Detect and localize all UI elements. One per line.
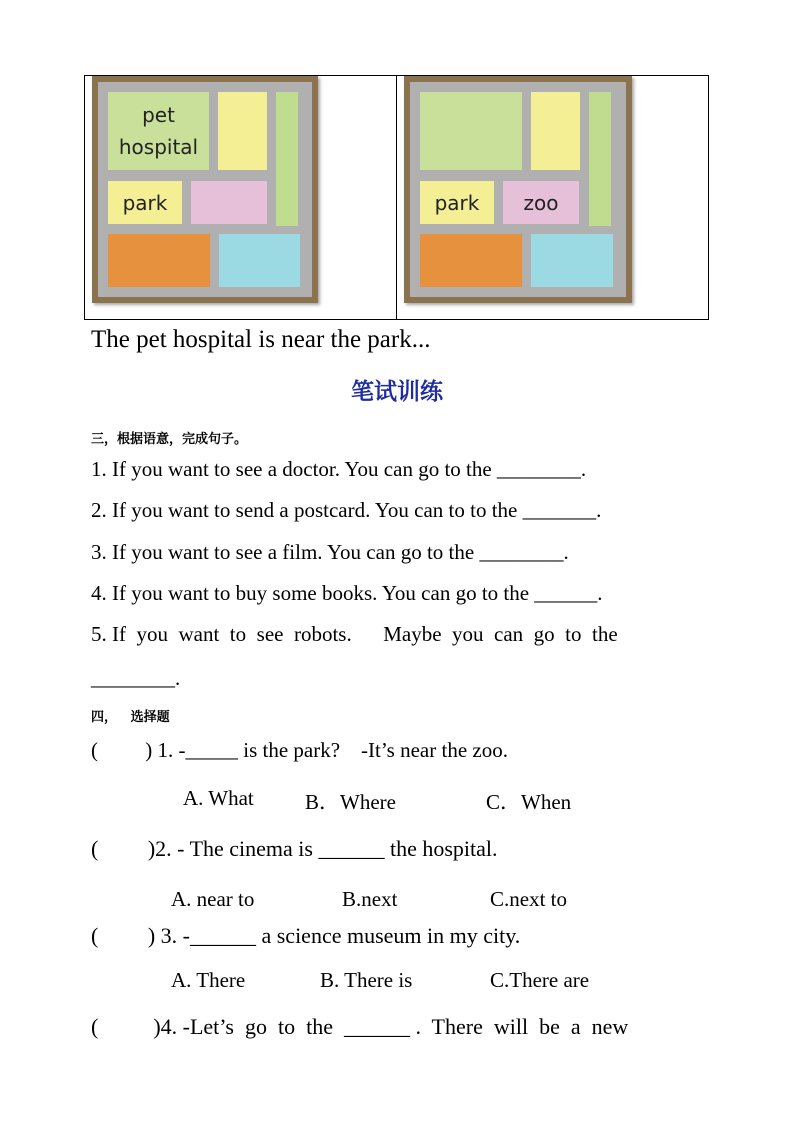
- map-table: [84, 75, 709, 320]
- cyan-block: [219, 234, 300, 287]
- question-2: ( )2. - The cinema is ______ the hospital.: [91, 836, 498, 861]
- cyan-block: [531, 234, 613, 287]
- section-title: 笔试训练: [351, 379, 443, 405]
- q3-option-c: C.There are: [490, 968, 590, 992]
- q1-option-c: C．When: [486, 790, 572, 814]
- fill-item-2: 2. If you want to send a postcard. You can to to the _______.: [91, 498, 602, 522]
- pet-hospital-block: pet hospital: [108, 92, 209, 170]
- q1-option-a: A. What: [183, 786, 254, 810]
- green-strip-block: [276, 92, 298, 226]
- map-board-right: [404, 76, 632, 303]
- q2-option-a: A. near to: [171, 887, 255, 911]
- green-strip-block: [589, 92, 611, 226]
- question-1: ( ) 1. -_____ is the park? -It’s near the zoo.: [91, 738, 508, 762]
- question-3: ( ) 3. -______ a science museum in my city.: [91, 923, 521, 948]
- fill-item-3: 3. If you want to see a film. You can go to the ________.: [91, 540, 569, 564]
- fill-item-5-blank: ________.: [91, 666, 181, 690]
- park-block: park: [420, 181, 494, 224]
- q2-option-b: B.next: [342, 887, 398, 911]
- q3-option-a: A. There: [171, 968, 246, 992]
- q2-option-c: C.next to: [490, 887, 567, 911]
- question-4: ( )4. -Let’s go to the ______ . There will be a new: [91, 1014, 629, 1039]
- park-block: park: [108, 181, 182, 224]
- section4-heading: 四， 选择题: [91, 710, 170, 725]
- q1-option-b: B．Where: [305, 790, 396, 814]
- q3-option-b: B. There is: [320, 968, 413, 992]
- fill-item-4: 4. If you want to buy some books. You can go to the ______.: [91, 581, 603, 605]
- fill-item-5: 5. If you want to see robots. Maybe you can go to the: [91, 622, 618, 646]
- example-sentence: The pet hospital is near the park...: [91, 326, 431, 353]
- pink-block: [191, 181, 267, 224]
- orange-block: [108, 234, 210, 287]
- green-block: [420, 92, 522, 170]
- fill-item-1: 1. If you want to see a doctor. You can go to the ________.: [91, 457, 587, 481]
- yellow-block: [531, 92, 580, 170]
- section3-heading: 三，根据语意，完成句子。: [91, 432, 248, 447]
- yellow-block: [218, 92, 267, 170]
- table-divider: [396, 76, 397, 319]
- map-board-left: [92, 76, 318, 303]
- zoo-block: zoo: [503, 181, 579, 224]
- orange-block: [420, 234, 522, 287]
